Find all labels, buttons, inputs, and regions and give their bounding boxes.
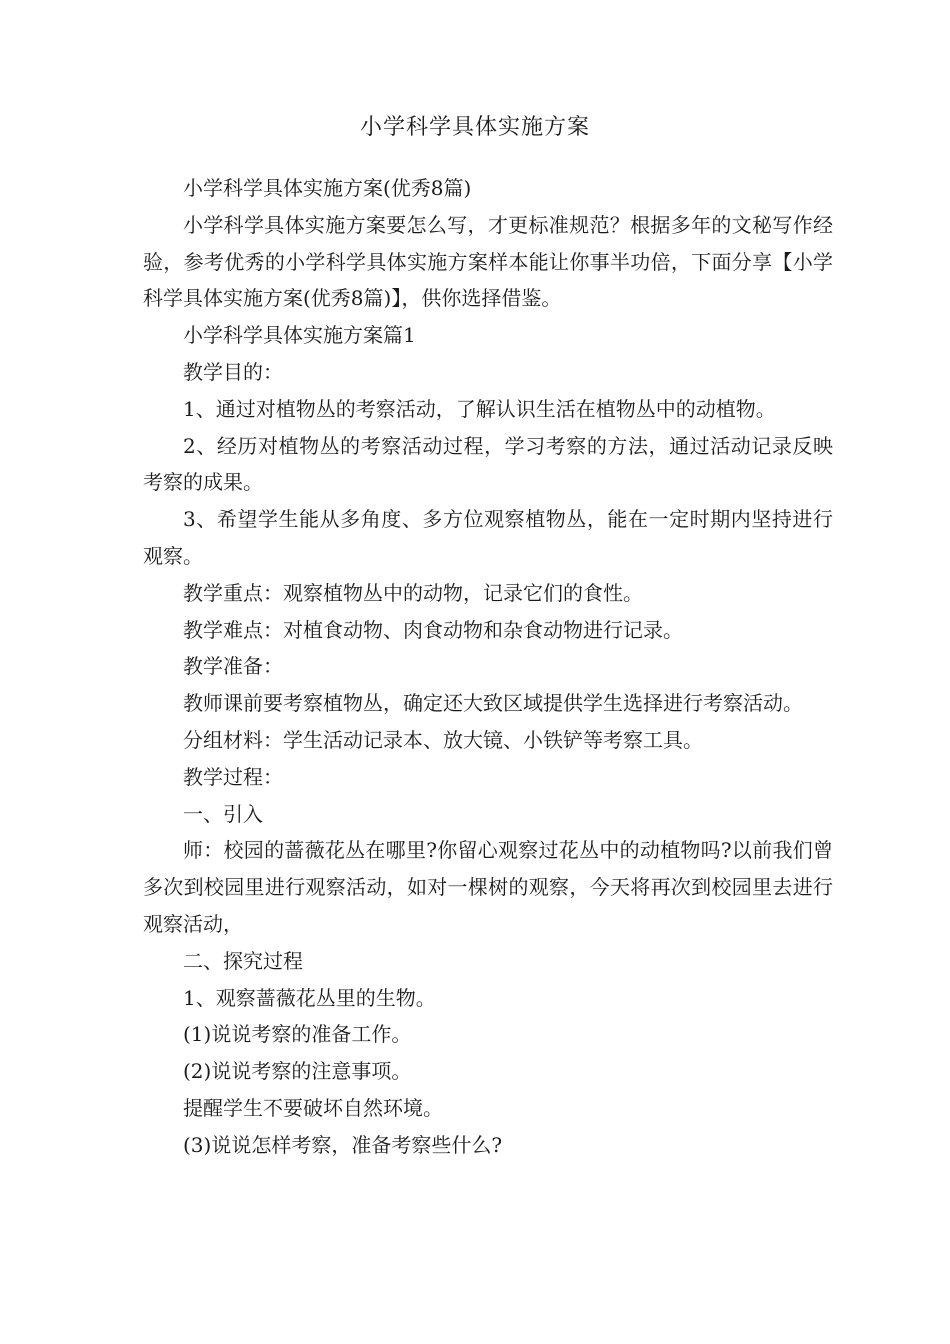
paragraph: 教学难点：对植食动物、肉食动物和杂食动物进行记录。	[183, 617, 683, 642]
paragraph: 师：校园的蔷薇花丛在哪里?你留心观察过花丛中的动植物吗?以前我们曾多次到校园里进行观察活动，如对一棵树的观察，今天将再次到校园里去进行观察活动，	[143, 838, 833, 936]
paragraph: 教学过程：	[183, 764, 283, 789]
paragraph: 小学科学具体实施方案(优秀8篇)	[183, 176, 472, 200]
paragraph: 2、经历对植物丛的考察活动过程，学习考察的方法，通过活动记录反映考察的成果。	[143, 433, 833, 495]
paragraph: 3、希望学生能从多角度、多方位观察植物丛，能在一定时期内坚持进行观察。	[143, 507, 833, 568]
paragraph: 一、引入	[183, 801, 263, 826]
paragraph: 教师课前要考察植物丛，确定还大致区域提供学生选择进行考察活动。	[183, 691, 803, 716]
paragraph: 教学准备：	[183, 654, 283, 679]
paragraph: 1、通过对植物丛的考察活动，了解认识生活在植物丛中的动植物。	[183, 396, 776, 421]
paragraph: 提醒学生不要破坏自然环境。	[183, 1095, 443, 1120]
paragraph: (2)说说考察的注意事项。	[183, 1059, 412, 1084]
paragraph: 1、观察蔷薇花丛里的生物。	[183, 985, 436, 1010]
paragraph: (1)说说考察的准备工作。	[183, 1022, 412, 1047]
paragraph: (3)说说怎样考察，准备考察些什么?	[183, 1132, 503, 1157]
paragraph: 教学重点：观察植物丛中的动物，记录它们的食性。	[183, 580, 643, 605]
document-body	[143, 170, 833, 1164]
paragraph: 教学目的：	[183, 359, 283, 384]
paragraph: 分组材料：学生活动记录本、放大镜、小铁铲等考察工具。	[183, 727, 703, 752]
section-heading: 小学科学具体实施方案篇1	[183, 323, 416, 348]
document-title: 小学科学具体实施方案	[359, 115, 590, 140]
paragraph: 二、探究过程	[183, 948, 303, 973]
paragraph: 小学科学具体实施方案要怎么写，才更标准规范？根据多年的文秘写作经验，参考优秀的小学科学具体实施方案样本能让你事半功倍，下面分享【小学科学具体实施方案(优秀8篇)】，供你选择借鉴。	[143, 212, 833, 311]
